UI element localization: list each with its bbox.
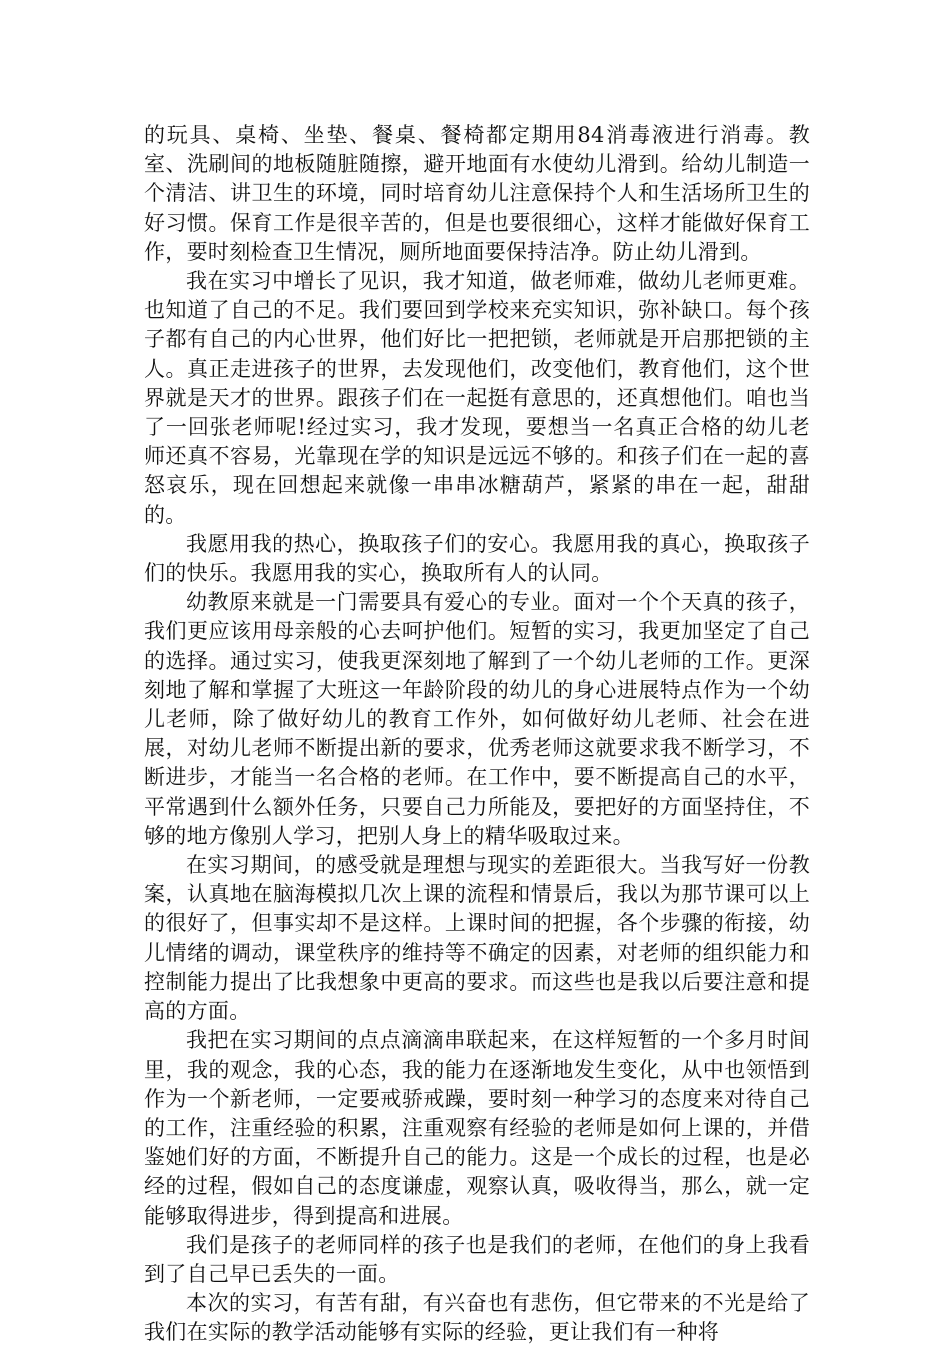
paragraph-continued: 的玩具、桌椅、坐垫、餐桌、餐椅都定期用84消毒液进行消毒。教室、洗刷间的地板随脏随擦，避开地面有水使幼儿滑到。给幼儿制造一个清洁、讲卫生的环境，同时培育幼儿注意保持个人和生活场所卫生的好习惯。保育工作是很辛苦的，但是也要很细心，这样才能做好保育工作，要时刻检查卫生情况，厕所地面要保持洁净。防止幼儿滑到。	[144, 123, 810, 264]
paragraph: 幼教原来就是一门需要具有爱心的专业。面对一个个天真的孩子，我们更应该用母亲般的心去呵护他们。短暂的实习，我更加坚定了自己的选择。通过实习，使我更深刻地了解到了一个幼儿老师的工作。更深刻地了解和掌握了大班这一年龄阶段的幼儿的身心进展特点作为一个幼儿老师，除了做好幼儿的教育工作外，如何做好幼儿老师、社会在进展，对幼儿老师不断提出新的要求，优秀老师这就要求我不断学习，不断进步，才能当一名合格的老师。在工作中，要不断提高自己的水平，平常遇到什么额外任务，只要自己力所能及，要把好的方面坚持住，不够的地方像别人学习，把别人身上的精华吸取过来。	[144, 590, 810, 848]
paragraph: 我们是孩子的老师同样的孩子也是我们的老师，在他们的身上我看到了自己早已丢失的一面。	[144, 1232, 810, 1286]
paragraph: 我在实习中增长了见识，我才知道，做老师难，做幼儿老师更难。也知道了自己的不足。我们要回到学校来充实知识，弥补缺口。每个孩子都有自己的内心世界，他们好比一把把锁，老师就是开启那把锁的主人。真正走进孩子的世界，去发现他们，改变他们，教育他们，这个世界就是天才的世界。跟孩子们在一起挺有意思的，还真想他们。咱也当了一回张老师呢!经过实习，我才发现，要想当一名真正合格的幼儿老师还真不容易，光靠现在学的知识是远远不够的。和孩子们在一起的喜怒哀乐，现在回想起来就像一串串冰糖葫芦，紧紧的串在一起，甜甜的。	[144, 269, 810, 527]
paragraph: 我把在实习期间的点点滴滴串联起来，在这样短暂的一个多月时间里，我的观念，我的心态，我的能力在逐渐地发生变化，从中也领悟到作为一个新老师，一定要戒骄戒躁，要时刻一种学习的态度来对待自己的工作，注重经验的积累，注重观察有经验的老师是如何上课的，并借鉴她们好的方面，不断提升自己的能力。这是一个成长的过程，也是必经的过程，假如自己的态度谦虚，观察认真，吸收得当，那么，就一定能够取得进步，得到提高和进展。	[144, 1028, 810, 1228]
document-body	[144, 121, 810, 1348]
paragraph: 本次的实习，有苦有甜，有兴奋也有悲伤，但它带来的不光是给了我们在实际的教学活动能够有实际的经验，更让我们有一种将	[144, 1291, 810, 1345]
paragraph: 在实习期间，的感受就是理想与现实的差距很大。当我写好一份教案，认真地在脑海模拟几次上课的流程和情景后，我以为那节课可以上的很好了，但事实却不是这样。上课时间的把握，各个步骤的衔接，幼儿情绪的调动，课堂秩序的维持等不确定的因素，对老师的组织能力和控制能力提出了比我想象中更高的要求。而这些也是我以后要注意和提高的方面。	[144, 853, 810, 1024]
paragraph: 我愿用我的热心，换取孩子们的安心。我愿用我的真心，换取孩子们的快乐。我愿用我的实心，换取所有人的认同。	[144, 531, 810, 586]
